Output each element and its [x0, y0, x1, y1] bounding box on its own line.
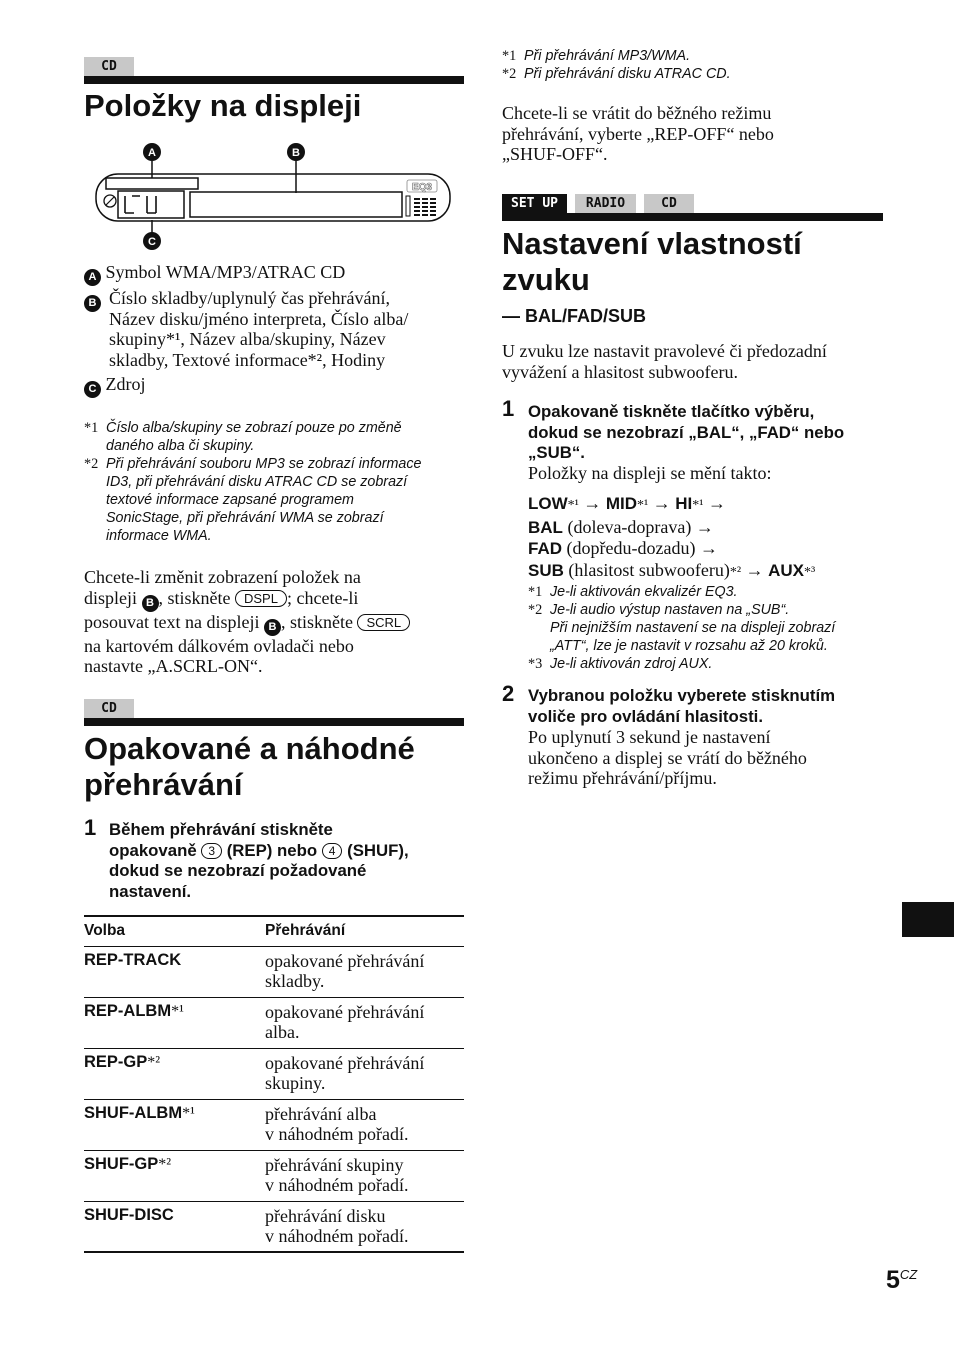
footnote: textové informace zapsané programem	[106, 492, 354, 508]
top-footnotes	[502, 47, 731, 83]
display-sequence	[528, 493, 815, 583]
section-title: Nastavení vlastností zvuku	[502, 226, 802, 297]
legend-text-b	[109, 288, 408, 370]
display-change-paragraph	[84, 567, 469, 677]
footnote: *2 Při přehrávání disku ATRAC CD.	[502, 66, 731, 82]
table-row: SHUF-DISC přehrávání disku v náhodném pořadí.	[84, 1201, 464, 1252]
step-instruction: Vybranou položku vyberete stisknutím voliče pro ovládání hlasitosti.	[528, 686, 836, 726]
step-footnotes	[528, 583, 835, 673]
arrow-icon: →	[583, 493, 602, 513]
footnote: *2 Při přehrávání souboru MP3 se zobrazí informace	[84, 456, 422, 472]
scrl-key: SCRL	[357, 614, 410, 631]
cd-tab: CD	[84, 57, 134, 76]
legend-item-b	[84, 288, 101, 312]
step-number: 2	[502, 681, 515, 706]
legend-text-c: Zdroj	[105, 374, 146, 394]
key-3: 3	[201, 843, 222, 859]
tab-radio: RADIO	[575, 194, 636, 213]
sequence-line: LOW*¹ → MID*¹ → HI*¹ →	[528, 493, 726, 513]
para-line: posouvat text na displeji B , stiskněte SCRL	[84, 612, 469, 636]
dspl-key: DSPL	[235, 590, 287, 607]
footnote: *1 Číslo alba/skupiny se zobrazí pouze po změně	[84, 420, 402, 436]
legend-item-a	[84, 262, 345, 286]
legend-marker-c: C	[84, 381, 101, 398]
legend-b-line: Číslo skladby/uplynulý čas přehrávání,	[109, 288, 390, 308]
sequence-line: SUB (hlasitost subwooferu)*² → AUX*³	[528, 559, 816, 580]
marker-b: B	[142, 595, 159, 612]
table-row: REP-TRACK opakované přehrávání skladby.	[84, 946, 464, 997]
footnote: daného alba či skupiny.	[106, 438, 255, 454]
section-rule	[84, 718, 464, 726]
footnote: *1 Při přehrávání MP3/WMA.	[502, 48, 691, 64]
legend-item-c	[84, 374, 146, 398]
callout-b-label: B	[292, 147, 300, 159]
return-mode-paragraph: Chcete-li se vrátit do běžného režimu přehrávání, vyberte „REP-OFF“ nebo „SHUF-OFF“.	[502, 103, 774, 164]
footnote: SonicStage, při přehrávání WMA se zobrazí	[106, 510, 384, 526]
step-description: Po uplynutí 3 sekund je nastavení ukončeno a displej se vrátí do běžného režimu přehrávání/příjmu.	[528, 727, 807, 788]
table-row: REP-ALBM*¹ opakované přehrávání alba.	[84, 997, 464, 1048]
callout-a-label: A	[148, 147, 156, 159]
section-rule	[84, 76, 464, 84]
footnote: *1 Je-li aktivován ekvalizér EQ3.	[528, 584, 738, 600]
section-subtitle: — BAL/FAD/SUB	[502, 306, 646, 326]
footnote: informace WMA.	[106, 528, 212, 544]
arrow-icon: →	[652, 493, 671, 513]
section-title: Položky na displeji	[84, 88, 362, 123]
sequence-line: BAL (doleva-doprava) →	[528, 516, 714, 537]
footnote: *2 Je-li audio výstup nastaven na „SUB“.	[528, 602, 790, 618]
table-row: SHUF-ALBM*¹ přehrávání alba v náhodném pořadí.	[84, 1099, 464, 1150]
arrow-icon: →	[699, 538, 718, 558]
cd-tab: CD	[84, 699, 134, 718]
para-line: nastavte „A.SCRL-ON“.	[84, 656, 263, 676]
legend-b-line: Název disku/jméno interpreta, Číslo alba/	[109, 308, 409, 329]
sequence-line: FAD (dopředu-dozadu) →	[528, 538, 718, 558]
legend-b-line: skupiny*¹, Název alba/skupiny, Název	[109, 329, 386, 349]
column-header: Přehrávání	[265, 916, 464, 946]
side-thumb-tab	[902, 902, 954, 937]
legend-marker-a: A	[84, 269, 101, 286]
table-row: REP-GP*² opakované přehrávání skupiny.	[84, 1048, 464, 1099]
legend-b-line: skladby, Textové informace*², Hodiny	[109, 349, 386, 370]
arrow-icon: →	[695, 516, 714, 537]
intro-paragraph: U zvuku lze nastavit pravolevé či předozadní vyvážení a hlasitost subwooferu.	[502, 341, 827, 382]
page-number: $5^{CZ}$	[886, 1266, 918, 1294]
footnote: „ATT“, lze je nastavit v rozsahu až 20 kroků.	[550, 638, 828, 654]
display-illustration	[92, 140, 454, 255]
section-rule	[502, 213, 883, 221]
footnote: Při nejnižším nastavení se na displeji zobrazí	[550, 620, 836, 636]
arrow-icon: →	[745, 559, 764, 580]
footnote: *3 Je-li aktivován zdroj AUX.	[528, 656, 713, 672]
options-table	[84, 915, 464, 1253]
step-instruction: Během přehrávání stiskněte opakovaně 3 (REP) nebo 4 (SHUF), dokud se nezobrazí požadované nastavení.	[109, 820, 409, 901]
arrow-icon: →	[707, 493, 726, 513]
marker-b: B	[264, 619, 281, 636]
table-header	[84, 916, 464, 946]
para-line: na kartovém dálkovém ovladači nebo	[84, 635, 354, 656]
column-header: Volba	[84, 916, 265, 946]
step-instruction: Opakovaně tiskněte tlačítko výběru, dokud se nezobrazí „BAL“, „FAD“ nebo „SUB“.	[528, 402, 845, 462]
para-line: displeji B , stiskněte DSPL ; chcete-li	[84, 588, 469, 612]
table-row: SHUF-GP*² přehrávání skupiny v náhodném pořadí.	[84, 1150, 464, 1201]
footnotes	[84, 419, 464, 545]
tab-cd: CD	[644, 194, 694, 213]
callout-c-label: C	[148, 236, 156, 248]
legend-marker-b: B	[84, 295, 101, 312]
step-number: 1	[502, 396, 515, 421]
section-title: Opakované a náhodné přehrávání	[84, 731, 415, 802]
legend-text-a: Symbol WMA/MP3/ATRAC CD	[105, 262, 346, 282]
eq3-indicator: EQ3	[411, 182, 433, 193]
step-description: Položky na displeji se mění takto:	[528, 463, 772, 483]
tab-setup: SET UP	[502, 194, 567, 213]
step-number: 1	[84, 815, 97, 840]
footnote: ID3, při přehrávání disku ATRAC CD se zobrazí	[106, 474, 408, 490]
key-4: 4	[322, 843, 343, 859]
para-line: Chcete-li změnit zobrazení položek na	[84, 567, 361, 587]
